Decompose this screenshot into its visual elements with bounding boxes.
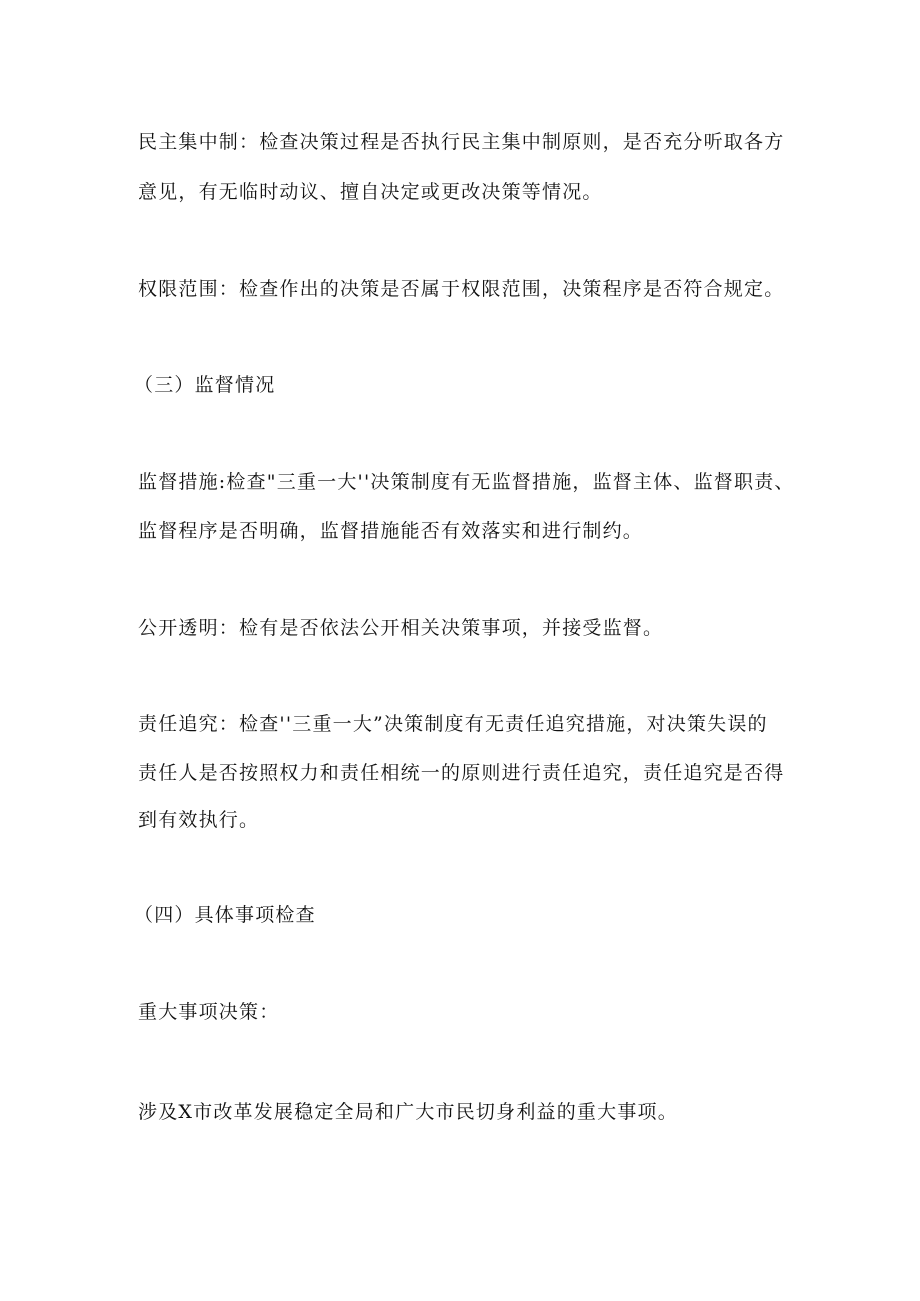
paragraph-democratic-centralism-line-1: 民主集中制：检查决策过程是否执行民主集中制原则，是否充分听取各方 xyxy=(138,131,785,153)
paragraph-authority-scope: 权限范围：检查作出的决策是否属于权限范围，决策程序是否符合规定。 xyxy=(138,278,785,300)
paragraph-accountability-line-1: 责任追究：检查''三重一大”决策制度有无责任追究措施，对决策失误的 xyxy=(138,713,768,735)
paragraph-transparency: 公开透明：检有是否依法公开相关决策事项，并接受监督。 xyxy=(138,617,664,639)
paragraph-major-decisions-heading: 重大事项决策： xyxy=(138,1001,280,1023)
paragraph-accountability-line-3: 到有效执行。 xyxy=(138,809,260,831)
paragraph-major-matters: 涉及X市改革发展稳定全局和广大市民切身利益的重大事项。 xyxy=(138,1101,678,1123)
paragraph-accountability-line-2: 责任人是否按照权力和责任相统一的原则进行责任追究，责任追究是否得 xyxy=(138,762,785,784)
paragraph-supervision-measures-line-1: 监督措施:检查"三重一大''决策制度有无监督措施，监督主体、监督职责、 xyxy=(138,471,795,493)
paragraph-supervision-measures-line-2: 监督程序是否明确，监督措施能否有效落实和进行制约。 xyxy=(138,520,644,542)
section-heading-specific-items: （四）具体事项检查 xyxy=(134,904,316,926)
section-heading-supervision: （三）监督情况 xyxy=(134,374,276,396)
paragraph-democratic-centralism-line-2: 意见，有无临时动议、擅自决定或更改决策等情况。 xyxy=(138,181,603,203)
